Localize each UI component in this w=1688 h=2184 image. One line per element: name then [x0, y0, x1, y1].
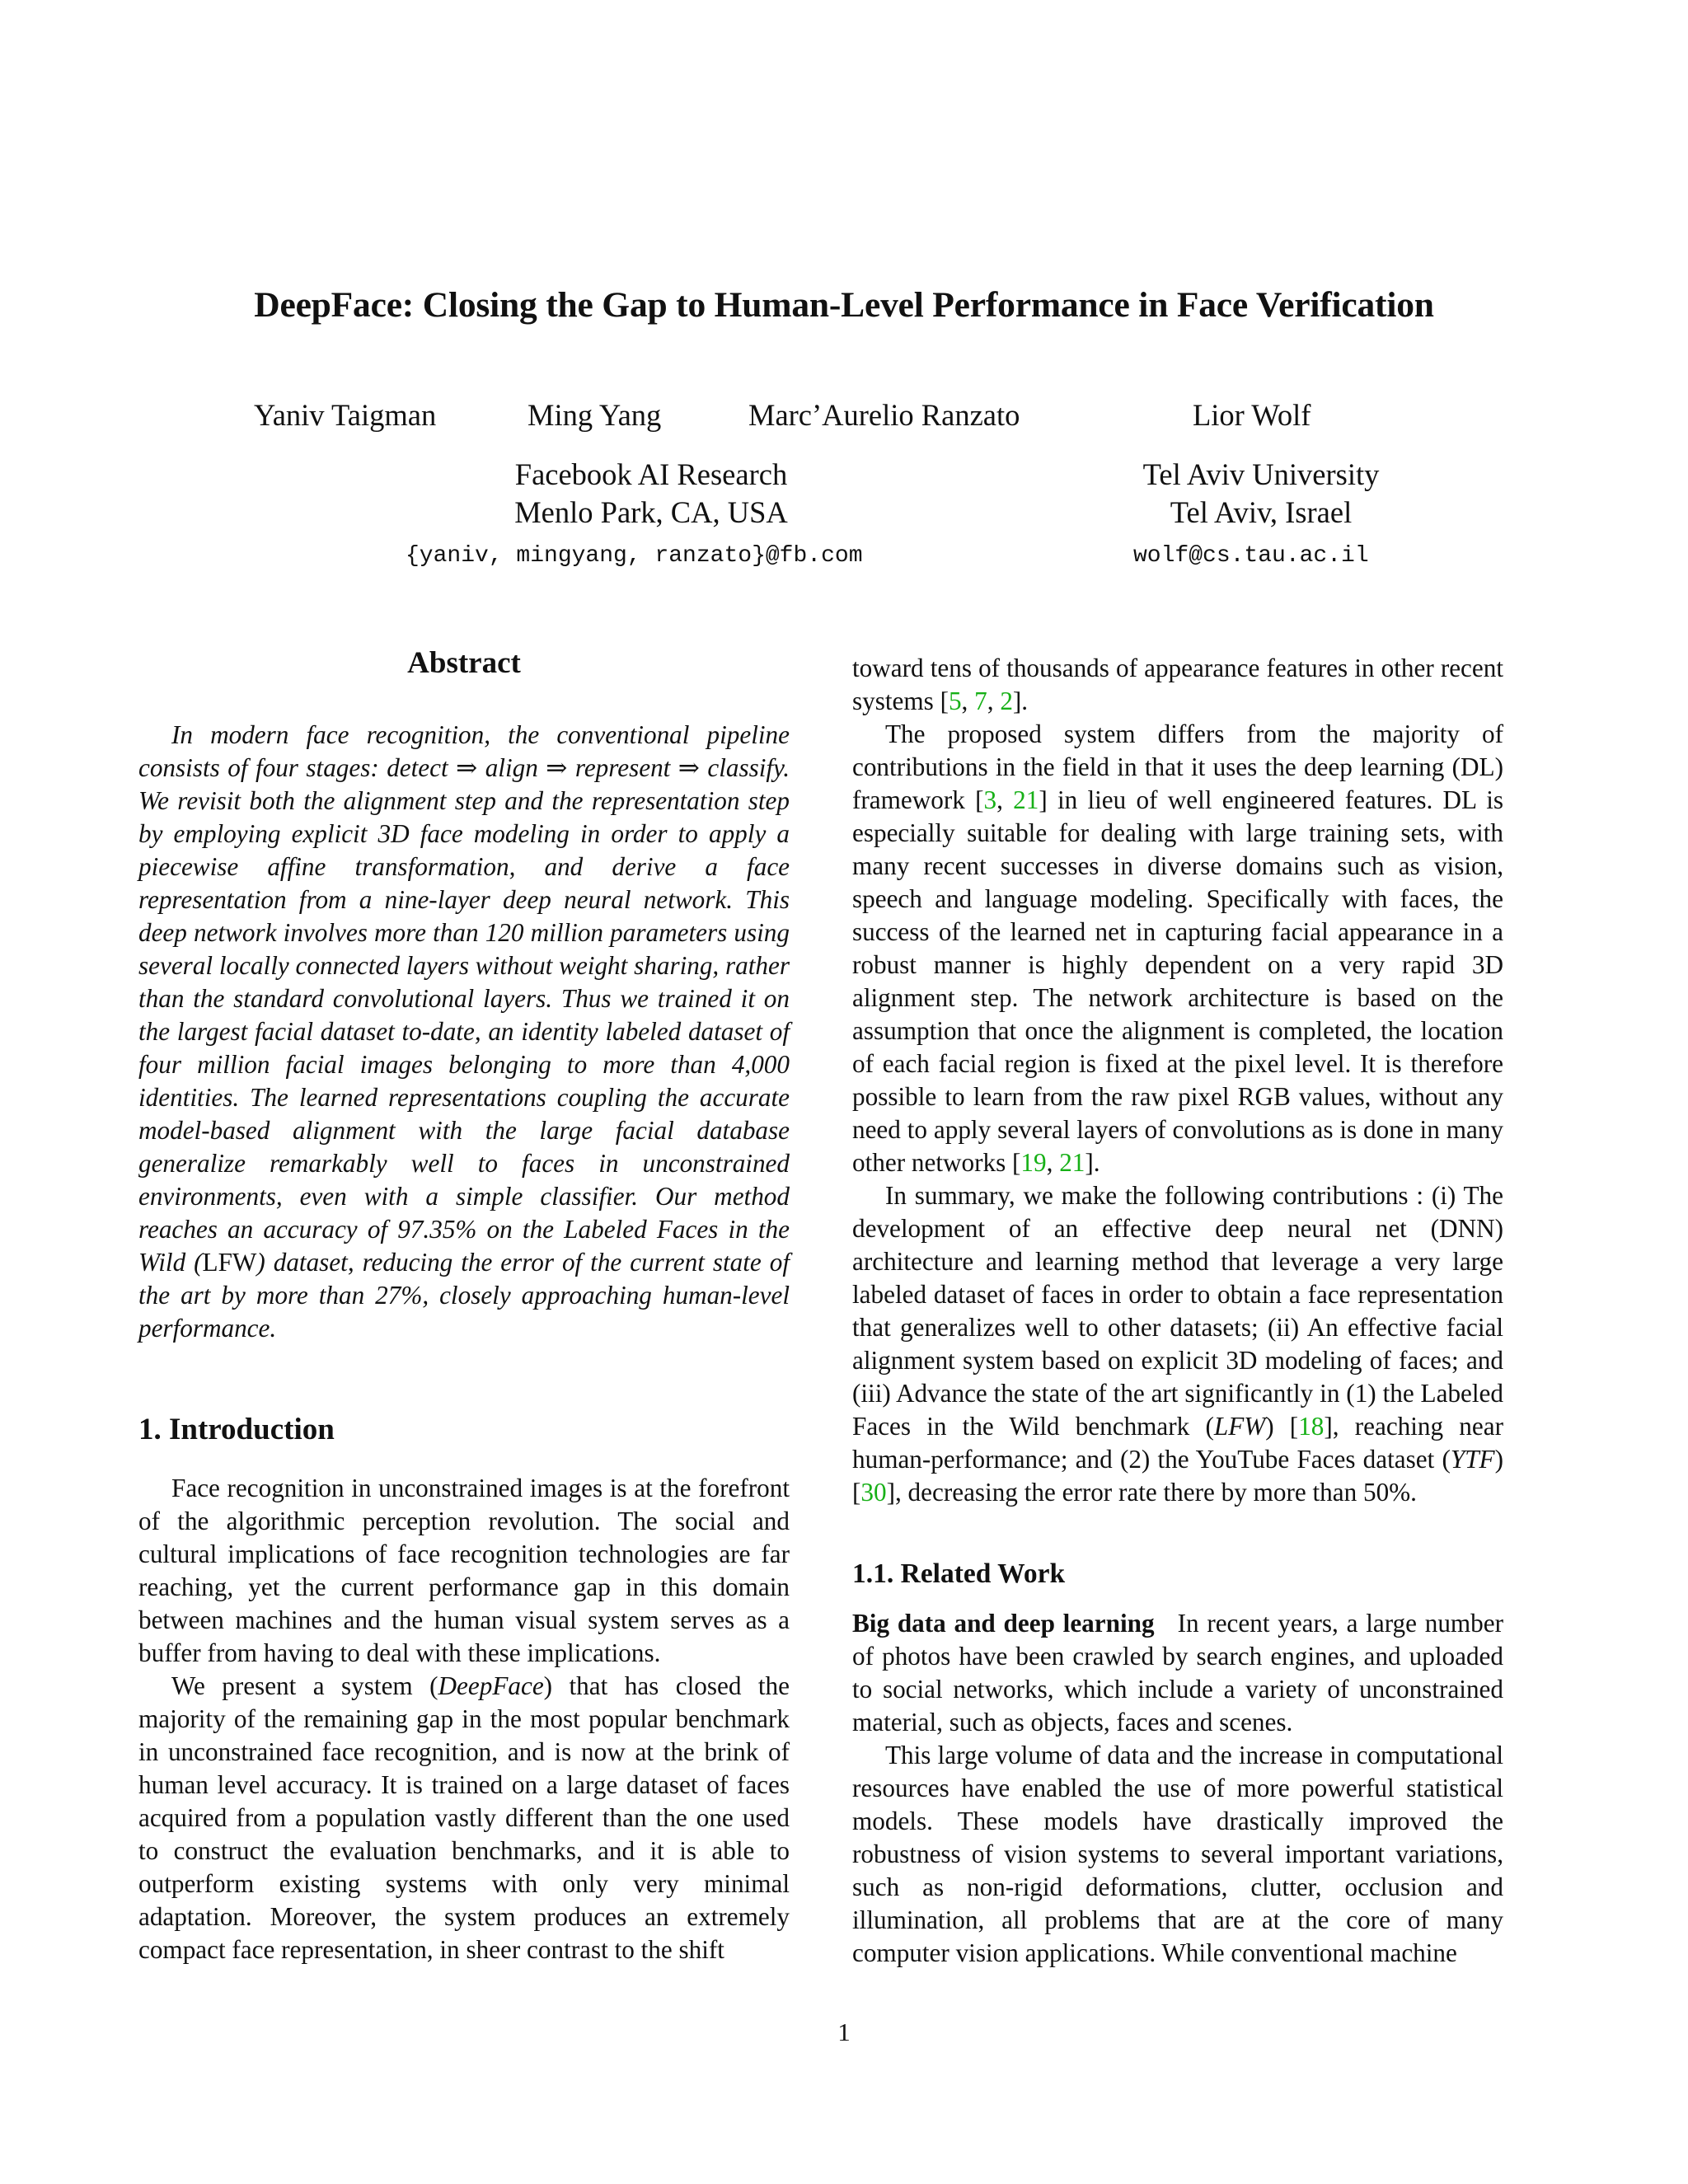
paragraph [852, 1179, 1503, 1509]
email-tel-aviv: wolf@cs.tau.ac.il [1133, 543, 1369, 569]
author-ming-yang: Ming Yang [528, 398, 662, 432]
citation-19[interactable]: 19 [1020, 1148, 1047, 1177]
citation-7[interactable]: 7 [974, 687, 987, 715]
text: ) that has closed the majority of the remaining gap in the most popular benchmark in unconstrained face recognition, and is now at the brink of human level accuracy. It is trained on a large dataset of faces acquired from a population vastly different than the one used to construct the evaluation benchmarks, and it is able to outperform existing systems with only very minimal adaptation. Moreover, the system produces an extremely compact face representation, in sheer contrast to the shift [138, 1671, 790, 1964]
text: ]. [1012, 687, 1029, 715]
ytf-name: YTF [1450, 1445, 1495, 1474]
author-lior-wolf: Lior Wolf [1193, 398, 1311, 432]
citation-5[interactable]: 5 [948, 687, 962, 715]
author-marcaurelio-ranzato: Marc’Aurelio Ranzato [748, 398, 1020, 432]
lfw-name: LFW [1213, 1412, 1266, 1441]
affiliation-location: Menlo Park, CA, USA [514, 495, 788, 529]
paragraph: The proposed system differs from the majority of contributions in the field in that it uses the deep learning (DL) framework [3, 21] in lieu of well engineered features. DL is especially suitable for dealing with large training sets, with many recent successes in diverse domains such as vision, speech and language modeling. Specifically with faces, the success of the learned net in capturing facial appearance in a robust manner is highly dependent on a very rapid 3D alignment step. The network architecture is based on the assumption that once the alignment is completed, the location of each facial region is fixed at the pixel level. It is therefore possible to learn from the raw pixel RGB values, without any need to apply several layers of convolutions as is done in many other networks [19, 21]. [852, 719, 1504, 1177]
abstract-lfw: LFW [202, 1248, 257, 1277]
affiliation-tel-aviv [1096, 456, 1426, 532]
text: We present a system ( [171, 1671, 438, 1700]
paper-title: DeepFace: Closing the Gap to Human-Level Performance in Face Verification [254, 285, 1434, 325]
citation-2[interactable]: 2 [1000, 687, 1013, 715]
left-column-body [138, 1472, 790, 1966]
abstract-text [138, 719, 790, 1345]
affiliation-facebook [462, 456, 841, 532]
citation-3[interactable]: 3 [983, 785, 997, 814]
text: ], reaching near human-performance; and (2) the YouTube Faces dataset ( [852, 1412, 1503, 1474]
paragraph: Face recognition in unconstrained images is at the forefront of the algorithmic perception revolution. The social and cultural implications of face recognition technologies are far reaching, yet the current performance gap in this domain between machines and the human visual system serves as a buffer from having to deal with these implications. [138, 1474, 790, 1667]
text: ) [ [1265, 1412, 1299, 1441]
deepface-name: DeepFace [438, 1671, 544, 1700]
affiliation-org: Facebook AI Research [514, 457, 788, 491]
paragraph [138, 1670, 790, 1966]
text: toward tens of thousands of appearance features in other recent systems [ [852, 654, 1503, 715]
abstract-heading: Abstract [407, 646, 521, 680]
citation-21[interactable]: 21 [1013, 785, 1039, 814]
paragraph: This large volume of data and the increase in computational resources have enabled the use of more powerful statistical models. These models have drastically improved the robustness of vision systems to several important variations, such as non-rigid deformations, clutter, occlusion and illumination, all problems that are at the core of many computer vision applications. While conventional machine [852, 1741, 1503, 1967]
affiliation-location: Tel Aviv, Israel [1170, 495, 1353, 529]
section-heading-related-work: 1.1. Related Work [852, 1558, 1066, 1589]
citation-30[interactable]: 30 [860, 1478, 887, 1507]
page-number: 1 [837, 2018, 851, 2046]
citation-18[interactable]: 18 [1298, 1412, 1325, 1441]
text: ] in lieu of well engineered features. DL is especially suitable for dealing with large training sets, with many recent successes in diverse domains such as vision, speech and language modeling. Specifically with faces, the success of the learned net in capturing facial appearance in a robust manner is highly dependent on a very rapid 3D alignment step. The network architecture is based on the assumption that once the alignment is completed, the location of each facial region is fixed at the pixel level. It is therefore possible to learn from the raw pixel RGB values, without any need to apply several layers of convolutions as is done in many other networks [ [852, 785, 1504, 1177]
text: ]. [1085, 1148, 1100, 1177]
affiliation-org: Tel Aviv University [1142, 457, 1380, 491]
text: The proposed system differs from the majority of contributions in the field in that it uses the deep learning (DL) framework [ [852, 719, 1503, 814]
section-heading-introduction: 1. Introduction [138, 1413, 335, 1446]
text: ) [ [852, 1445, 1503, 1507]
text: In recent years, a large number of photos have been crawled by search engines, and uploaded to social networks, which include a variety of unconstrained material, such as objects, faces and scenes. [852, 1609, 1503, 1736]
abstract-part: In modern face recognition, the conventional pipeline consists of four stages: detect ⇒ align ⇒ represent ⇒ classify. We revisit both the alignment step and the representation step by employing explicit 3D face modeling in order to apply a piecewise affine transformation, and derive a face representation from a nine-layer deep neural network. This deep network involves more than 120 million parameters using several locally connected layers without weight sharing, rather than the standard convolutional layers. Thus we trained it on the largest facial dataset to-date, an identity labeled dataset of four million facial images belonging to more than 4,000 identities. The learned representations coupling the accurate model-based alignment with the large facial database generalize remarkably well to faces in unconstrained environments, even with a simple classifier. Our method reaches an accuracy of 97.35% on the Labeled Faces in the Wild ( [138, 720, 790, 1277]
text: In summary, we make the following contributions : (i) The development of an effective deep neural net (DNN) architecture and learning method that leverage a very large labeled dataset of faces in order to obtain a face representation that generalizes well to other datasets; (ii) An effective facial alignment system based on explicit 3D modeling of faces; and (iii) Advance the state of the art significantly in (1) the Labeled Faces in the Wild benchmark ( [852, 1181, 1503, 1441]
right-column-body [852, 652, 1503, 1509]
citation-21[interactable]: 21 [1059, 1148, 1085, 1177]
run-in-heading: Big data and deep learning [852, 1609, 1155, 1638]
text: ], decreasing the error rate there by more than 50%. [886, 1478, 1417, 1507]
email-facebook: {yaniv, mingyang, ranzato}@fb.com [406, 543, 863, 569]
paragraph: toward tens of thousands of appearance features in other recent systems [5, 7, 2]. [852, 654, 1503, 715]
paragraph [852, 1607, 1503, 1739]
related-work-body [852, 1607, 1503, 1970]
abstract-part: ) dataset, reducing the error of the current state of the art by more than 27%, closely approaching human-level performance. [138, 1248, 790, 1343]
author-yaniv-taigman: Yaniv Taigman [254, 398, 437, 432]
